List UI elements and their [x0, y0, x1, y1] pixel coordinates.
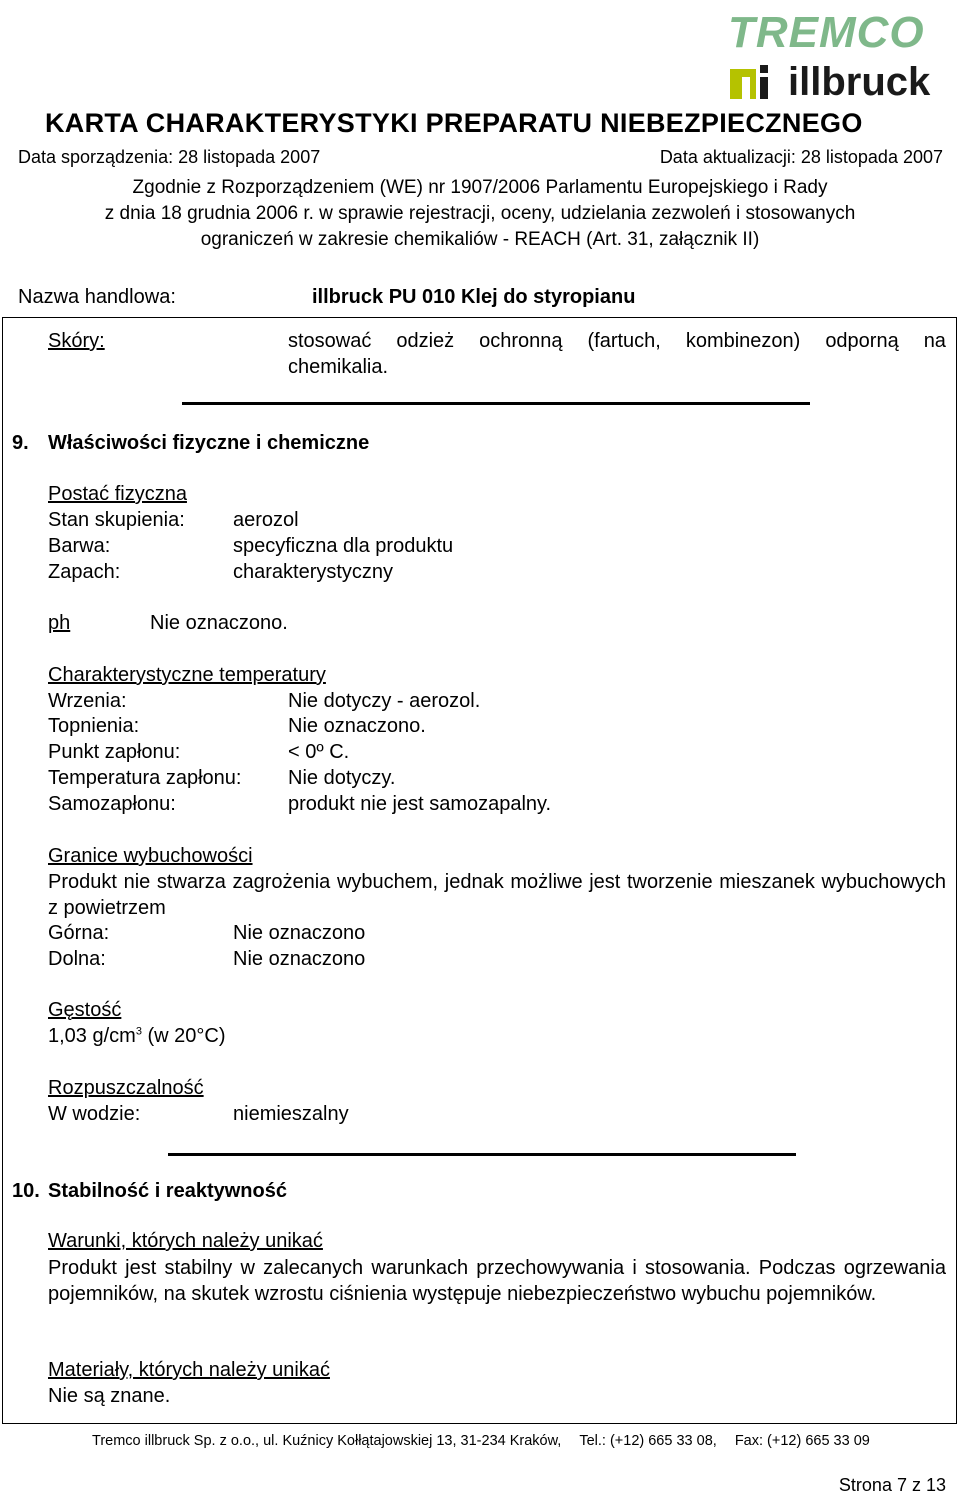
ignition-temp-value: Nie dotyczy.	[288, 767, 396, 789]
melting-label: Topnienia:	[48, 715, 140, 737]
boiling-label: Wrzenia:	[48, 690, 127, 712]
flash-point-label: Punkt zapłonu:	[48, 741, 181, 763]
section-10-title: Stabilność i reaktywność	[48, 1180, 287, 1202]
materials-to-avoid-text: Nie są znane.	[48, 1385, 171, 1407]
color-value: specyficzna dla produktu	[233, 535, 454, 557]
explosion-limits-heading: Granice wybuchowości	[48, 845, 253, 867]
regulation-line-3: ograniczeń w zakresie chemikaliów - REACH (Art. 31, załącznik II)	[200, 229, 760, 250]
state-label: Stan skupienia:	[48, 509, 185, 531]
skin-label: Skóry:	[48, 330, 105, 352]
skin-word: kombinezon)	[685, 330, 801, 352]
skin-word: odzież	[396, 330, 455, 352]
regulation-line-2: z dnia 18 grudnia 2006 r. w sprawie rejestracji, oceny, udzielania zezwoleń i stosowanych	[104, 203, 856, 224]
footer-phone: Tel.: (+12) 665 33 08,	[579, 1433, 717, 1449]
illbruck-logo: illbruck	[788, 60, 931, 104]
footer-contact	[92, 1433, 870, 1449]
state-value: aerozol	[233, 509, 299, 531]
odor-label: Zapach:	[48, 561, 121, 583]
ph-value: Nie oznaczono.	[150, 612, 288, 634]
temperatures-heading: Charakterystyczne temperatury	[48, 664, 326, 686]
skin-word: stosować	[288, 330, 372, 352]
autoignition-label: Samozapłonu:	[48, 793, 176, 815]
explosion-limits-text: Produkt nie stwarza zagrożenia wybuchem, jednak możliwe jest tworzenie mieszanek wybuchowych z powietrzem	[48, 871, 946, 919]
physical-form-heading: Postać fizyczna	[48, 483, 187, 505]
autoignition-value: produkt nie jest samozapalny.	[288, 793, 552, 815]
skin-word: odporną	[825, 330, 899, 352]
ignition-temp-label: Temperatura zapłonu:	[48, 767, 242, 789]
page-number: Strona 7 z 13	[838, 1475, 946, 1495]
skin-word: (fartuch,	[587, 330, 661, 352]
materials-to-avoid-heading: Materiały, których należy unikać	[48, 1359, 330, 1381]
lower-limit-value: Nie oznaczono	[233, 948, 366, 970]
odor-value: charakterystyczny	[233, 561, 394, 583]
water-solubility-label: W wodzie:	[48, 1103, 141, 1125]
upper-limit-value: Nie oznaczono	[233, 922, 366, 944]
melting-value: Nie oznaczono.	[288, 715, 426, 737]
skin-word: ochronną	[479, 330, 563, 352]
density-value	[48, 1025, 226, 1048]
density-number: 1,03 g/cm	[48, 1025, 136, 1047]
skin-text-line-1	[288, 330, 946, 353]
tremco-logo: TREMCO	[728, 8, 925, 57]
color-label: Barwa:	[48, 535, 111, 557]
trade-name-label: Nazwa handlowa:	[18, 286, 176, 308]
footer-address: Tremco illbruck Sp. z o.o., ul. Kuźnicy Kołłątajowskiej 13, 31-234 Kraków,	[92, 1433, 562, 1449]
trade-name-value: illbruck PU 010 Klej do styropianu	[312, 286, 636, 308]
document-title: KARTA CHARAKTERYSTYKI PREPARATU NIEBEZPIECZNEGO	[45, 108, 863, 138]
section-divider	[168, 1153, 796, 1156]
density-heading: Gęstość	[48, 999, 122, 1021]
solubility-heading: Rozpuszczalność	[48, 1077, 204, 1099]
density-exponent: 3	[135, 1025, 142, 1038]
section-9-number: 9.	[12, 432, 29, 454]
conditions-to-avoid-heading: Warunki, których należy unikać	[48, 1230, 323, 1252]
density-condition: (w 20°C)	[141, 1025, 226, 1047]
date-created: Data sporządzenia: 28 listopada 2007	[18, 147, 321, 167]
section-9-title: Właściwości fizyczne i chemiczne	[48, 432, 370, 454]
regulation-line-1: Zgodnie z Rozporządzeniem (WE) nr 1907/2006 Parlamentu Europejskiego i Rady	[132, 177, 828, 198]
skin-word: na	[923, 330, 946, 352]
water-solubility-value: niemieszalny	[233, 1103, 349, 1125]
ph-label: ph	[48, 612, 71, 634]
section-10-number: 10.	[12, 1180, 40, 1202]
boiling-value: Nie dotyczy - aerozol.	[288, 690, 481, 712]
section-divider	[182, 402, 810, 405]
upper-limit-label: Górna:	[48, 922, 110, 944]
lower-limit-label: Dolna:	[48, 948, 106, 970]
date-updated: Data aktualizacji: 28 listopada 2007	[659, 147, 943, 167]
illbruck-logo-mark	[730, 65, 778, 99]
skin-text-line-2: chemikalia.	[288, 356, 389, 378]
footer-fax: Fax: (+12) 665 33 09	[734, 1433, 870, 1449]
conditions-to-avoid-text: Produkt jest stabilny w zalecanych warunkach przechowywania i stosowania. Podczas ogrzewania pojemników, na skutek wzrostu ciśnienia występuje niebezpieczeństwo wybuchu pojemników.	[48, 1257, 946, 1305]
flash-point-value: < 0º C.	[288, 741, 350, 763]
